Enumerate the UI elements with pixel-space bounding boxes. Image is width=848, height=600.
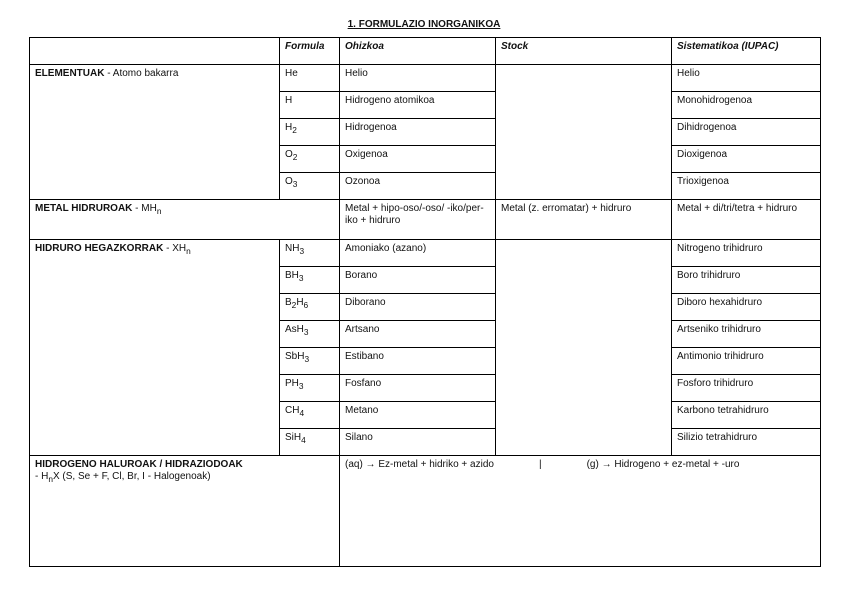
section-haluroak-desc: - $H_nX$ (S, Se + F, Cl, Br, I - Halogenoak): [35, 471, 211, 484]
formula-cell: $PH_3$: [280, 375, 340, 402]
iupac-cell: Helio: [672, 65, 821, 92]
iupac-cell: Dihidrogenoa: [672, 119, 821, 146]
ohizkoa-cell: Hidrogeno atomikoa: [340, 92, 496, 119]
formula-cell: $H_2$: [280, 119, 340, 146]
ohizkoa-cell: Estibano: [340, 348, 496, 375]
iupac-cell: Karbono tetrahidruro: [672, 402, 821, 429]
table-row: [30, 456, 821, 567]
g-rule: (g) → Hidrogeno + ez-metal + -uro: [586, 459, 740, 470]
table-row: [30, 200, 821, 240]
page-title: 1. FORMULAZIO INORGANIKOA: [347, 19, 501, 30]
formula-cell: SbH$_3$: [280, 348, 340, 375]
formula-cell: $O_3$: [280, 173, 340, 200]
ohizkoa-cell: Silano: [340, 429, 496, 456]
iupac-cell: Artseniko trihidruro: [672, 321, 821, 348]
formula-cell: SiH$_4$: [280, 429, 340, 456]
formula-cell: AsH$_3$: [280, 321, 340, 348]
rule-separator: |: [538, 459, 542, 470]
formulation-table: [29, 37, 821, 567]
iupac-cell: Monohidrogenoa: [672, 92, 821, 119]
ohizkoa-cell: Oxigenoa: [340, 146, 496, 173]
header-ohizkoa: Ohizkoa: [340, 38, 496, 65]
header-row: [30, 38, 821, 65]
haluroak-naming-cell: [340, 456, 821, 567]
section-hidruro-desc: - XH: [163, 243, 187, 254]
section-metal-hidruroak-label: METAL HIDRUROAK: [35, 203, 133, 214]
ohizkoa-cell: Artsano: [340, 321, 496, 348]
formula-cell: $BH_3$: [280, 267, 340, 294]
formula-cell: $CH_4$: [280, 402, 340, 429]
stock-cell-empty: [496, 65, 672, 200]
iupac-cell: Metal + di/tri/tetra + hidruro: [672, 200, 821, 240]
section-elementuak-label: ELEMENTUAK: [35, 68, 105, 79]
ohizkoa-cell: Hidrogenoa: [340, 119, 496, 146]
ohizkoa-cell: Diborano: [340, 294, 496, 321]
aq-rule: (aq) → Ez-metal + hidriko + azido: [345, 459, 494, 470]
section-haluroak-label: HIDROGENO HALUROAK / HIDRAZIODOAK: [35, 459, 243, 470]
ohizkoa-cell: Metal + hipo-oso/-oso/ -iko/per-iko + hidruro: [340, 200, 496, 240]
iupac-cell: Dioxigenoa: [672, 146, 821, 173]
formula-cell: $B_2H_6$: [280, 294, 340, 321]
ohizkoa-cell: Helio: [340, 65, 496, 92]
formula-cell: $O_2$: [280, 146, 340, 173]
iupac-cell: Trioxigenoa: [672, 173, 821, 200]
ohizkoa-cell: Amoniako (azano): [340, 240, 496, 267]
stock-cell: Metal (z. erromatar) + hidruro: [496, 200, 672, 240]
iupac-cell: Nitrogeno trihidruro: [672, 240, 821, 267]
section-metal-hidruroak: METAL HIDRUROAK - $MH_n$: [30, 200, 340, 240]
ohizkoa-cell: Ozonoa: [340, 173, 496, 200]
section-hidruro-label: HIDRURO HEGAZKORRAK: [35, 243, 164, 254]
table-row: [30, 240, 821, 267]
stock-cell-empty: [496, 240, 672, 456]
ohizkoa-cell: Borano: [340, 267, 496, 294]
section-elementuak: [30, 65, 280, 200]
ohizkoa-cell: Metano: [340, 402, 496, 429]
iupac-cell: Diboro hexahidruro: [672, 294, 821, 321]
section-hidrogeno-haluroak: [30, 456, 340, 567]
header-stock: Stock: [496, 38, 672, 65]
section-elementuak-desc: - Atomo bakarra: [104, 68, 179, 79]
iupac-cell: Antimonio trihidruro: [672, 348, 821, 375]
header-formula: Formula: [280, 38, 340, 65]
formula-cell: $NH_3$: [280, 240, 340, 267]
formula-cell: He: [280, 65, 340, 92]
section-metal-hidruroak-desc: - MH: [132, 203, 157, 214]
header-blank: [30, 38, 280, 65]
section-hidruro-hegazkorrak: HIDRURO HEGAZKORRAK - $XH_n$: [30, 240, 280, 456]
iupac-cell: Boro trihidruro: [672, 267, 821, 294]
iupac-cell: Fosforo trihidruro: [672, 375, 821, 402]
iupac-cell: Silizio tetrahidruro: [672, 429, 821, 456]
table-row: [30, 65, 821, 92]
header-sistematikoa: Sistematikoa (IUPAC): [672, 38, 821, 65]
formula-cell: H: [280, 92, 340, 119]
ohizkoa-cell: Fosfano: [340, 375, 496, 402]
